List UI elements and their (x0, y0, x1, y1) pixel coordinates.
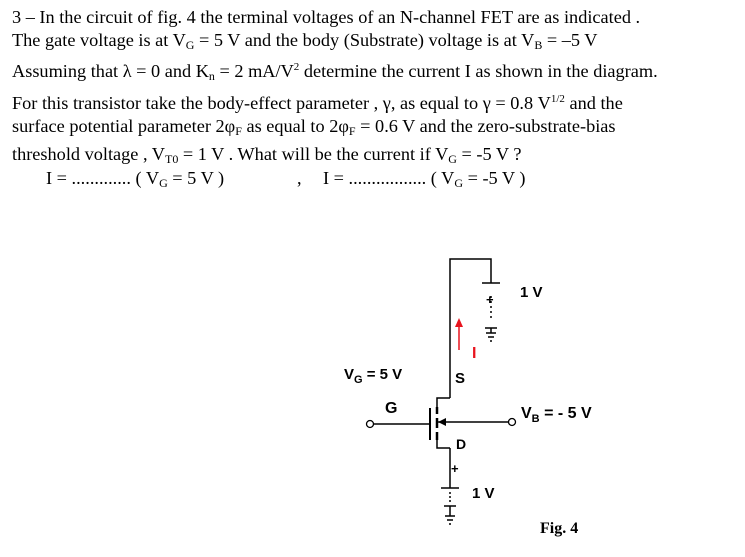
problem-line-5: surface potential parameter $2\varphi_F$ as equal to $2\varphi_F = 0.6$ V and the zero-substrate-bias (12, 115, 616, 138)
drain-label: D (456, 436, 467, 452)
bottom-source-label: 1 V (472, 485, 495, 502)
body-arrow-icon (438, 418, 446, 426)
body-terminal-icon (509, 419, 516, 426)
top-source-label: 1 V (520, 284, 543, 301)
source-stub (437, 398, 450, 408)
gate-label: G (385, 400, 398, 417)
vb-label: $V_B$ = - 5 V (521, 405, 592, 425)
answer-separator: , (297, 168, 302, 188)
gate-terminal-icon (367, 421, 374, 428)
figure-caption: Fig. 4 (540, 520, 579, 537)
answer-blank-vg5: I = ............. ( $V_G = 5$ V ) (46, 168, 225, 190)
problem-line-6: threshold voltage , $V_{T0} = 1$ V . What will be the current if $V_G = -5$ V ? (12, 143, 522, 166)
problem-line-4: For this transistor take the body-effect parameter , γ, as equal to γ = 0.8 $V^{1/2}$ and the (12, 93, 623, 114)
problem-line-3: Assuming that λ = 0 and $K_n = 2$ $mA/V^2$ determine the current I as shown in the diagram. (12, 61, 658, 84)
vg-label: $V_G = 5$ V (344, 366, 403, 386)
top-wire (450, 259, 491, 348)
problem-line-2: The gate voltage is at $V_G = 5$ V and the body (Substrate) voltage is at $V_B = -5$ V (12, 29, 598, 52)
bottom-source-plus: + (451, 461, 459, 476)
answer-blank-vg-neg5: I = ................. ( $V_G = -5$ V ) (323, 168, 526, 190)
top-source-plus: + (486, 292, 494, 307)
current-arrowhead-icon (455, 318, 463, 327)
source-label: S (455, 370, 466, 387)
problem-line-1: 3 – In the circuit of fig. 4 the terminal voltages of an N-channel FET are as indicated . (12, 7, 641, 27)
drain-stub (437, 440, 450, 448)
current-label: I (472, 345, 477, 362)
